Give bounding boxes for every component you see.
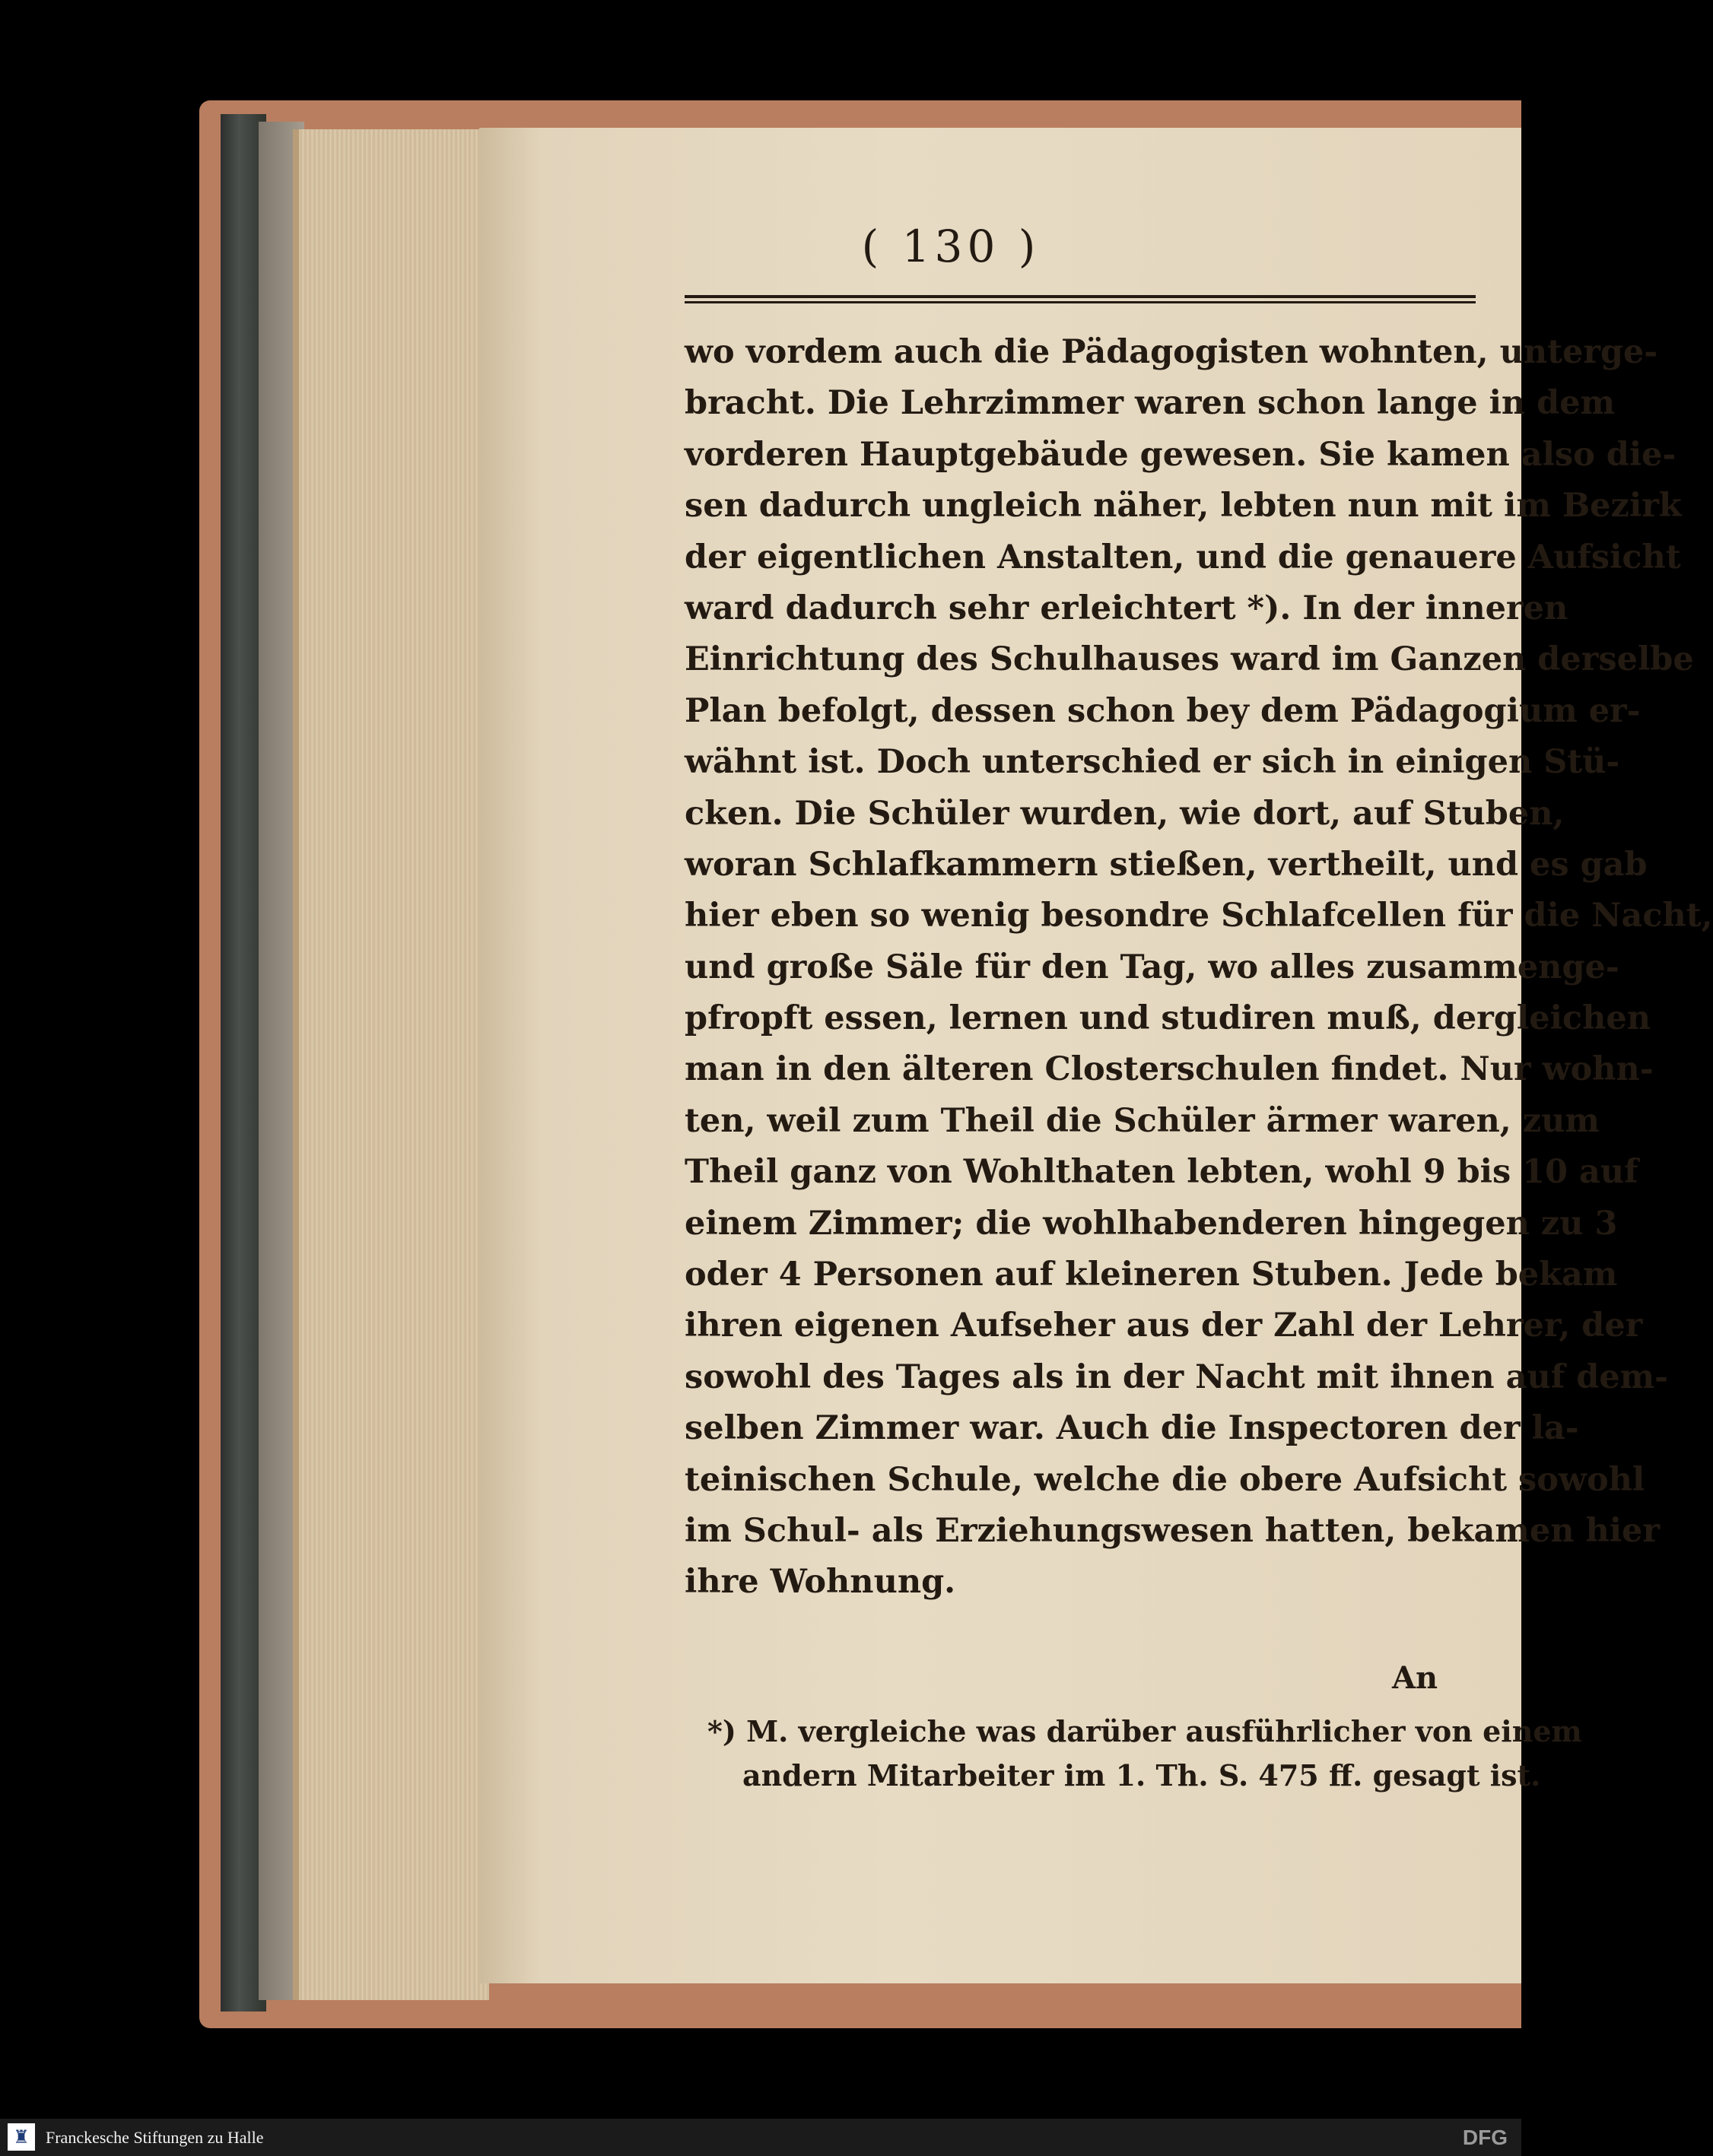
text-line: hier eben so wenig besondre Schlafcellen für die Nacht,: [685, 897, 1713, 935]
footnote-line: *) M. vergleiche was darüber ausführlicher von einem: [707, 1714, 1582, 1748]
text-line: wo vordem auch die Pädagogisten wohnten, unterge-: [685, 333, 1658, 371]
footnote-line: andern Mitarbeiter im 1. Th. S. 475 ff. gesagt ist.: [742, 1758, 1541, 1792]
text-line: pfropft essen, lernen und studiren muß, dergleichen: [685, 999, 1651, 1038]
page-edges: [293, 129, 489, 2000]
text-line: selben Zimmer war. Auch die Inspectoren der la-: [685, 1409, 1579, 1448]
catchword: An: [1392, 1660, 1438, 1696]
text-line: cken. Die Schüler wurden, wie dort, auf Stuben,: [685, 794, 1565, 833]
body-text: [685, 327, 1713, 1608]
viewer-footer: [0, 2119, 1521, 2156]
text-line: wähnt ist. Doch unterschied er sich in einigen Stü-: [685, 743, 1620, 782]
text-line: Einrichtung des Schulhauses ward im Ganzen derselbe: [685, 640, 1694, 679]
text-line: man in den älteren Closterschulen findet. Nur wohn-: [685, 1050, 1654, 1089]
text-line: bracht. Die Lehrzimmer waren schon lange in dem: [685, 384, 1616, 423]
text-line: vorderen Hauptgebäude gewesen. Sie kamen also die-: [685, 435, 1676, 474]
text-line: Plan befolgt, dessen schon bey dem Pädagogium er-: [685, 691, 1641, 730]
text-line: einem Zimmer; die wohlhabenderen hingegen zu 3: [685, 1204, 1618, 1243]
footnote: [707, 1710, 1582, 1798]
text-line: sen dadurch ungleich näher, lebten nun mit im Bezirk: [685, 487, 1682, 526]
text-line: im Schul- als Erziehungswesen hatten, bekamen hier: [685, 1511, 1661, 1550]
text-line: der eigentlichen Anstalten, und die genauere Aufsicht: [685, 538, 1681, 576]
text-line: oder 4 Personen auf kleineren Stuben. Jede bekam: [685, 1256, 1618, 1294]
text-line: und große Säle für den Tag, wo alles zusammenge-: [685, 948, 1619, 986]
text-line: sowohl des Tages als in der Nacht mit ihnen auf dem-: [685, 1357, 1669, 1396]
page-number: ( 130 ): [861, 221, 1041, 272]
text-line: teinischen Schule, welche die obere Aufsicht sowohl: [685, 1460, 1645, 1499]
text-line: woran Schlafkammern stießen, vertheilt, und es gab: [685, 845, 1648, 884]
institution-logo-icon: ♜: [8, 2123, 35, 2151]
text-line: ward dadurch sehr erleichtert *). In der inneren: [685, 589, 1568, 627]
text-line: ten, weil zum Theil die Schüler ärmer waren, zum: [685, 1101, 1600, 1140]
text-line: Theil ganz von Wohlthaten lebten, wohl 9 bis 10 auf: [685, 1153, 1638, 1192]
text-line: ihre Wohnung.: [685, 1563, 956, 1602]
text-line: ihren eigenen Aufseher aus der Zahl der Lehrer, der: [685, 1307, 1643, 1345]
institution-name: Franckesche Stiftungen zu Halle: [46, 2128, 264, 2147]
book-page: [479, 128, 1713, 1983]
header-rule: [685, 295, 1476, 303]
dfg-logo: DFG: [1462, 2126, 1508, 2149]
